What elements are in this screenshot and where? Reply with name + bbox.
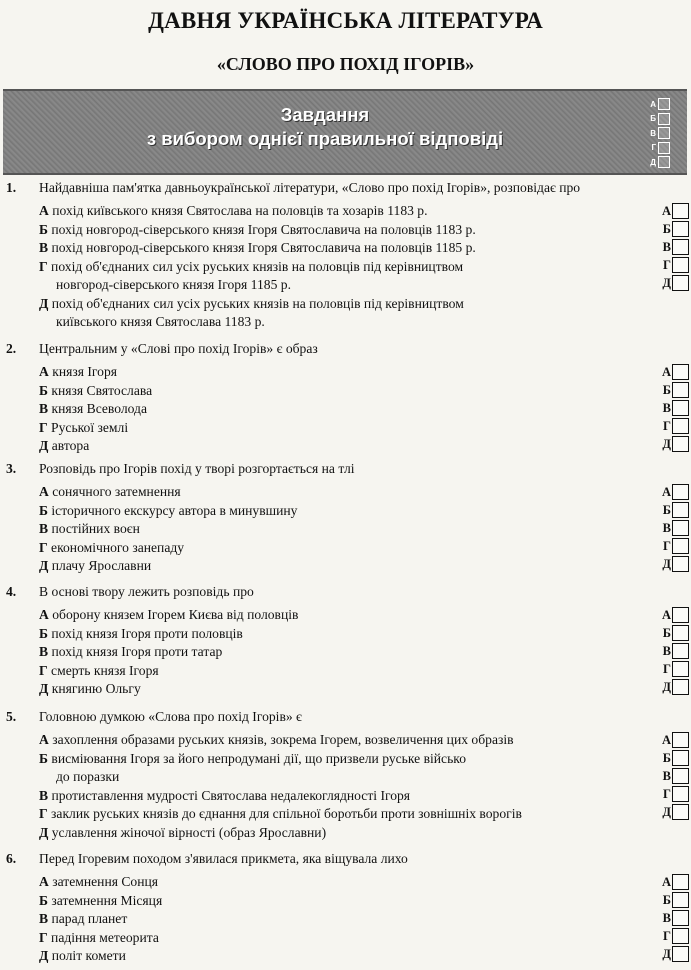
answer-box-В[interactable]: [653, 400, 689, 416]
checkbox[interactable]: [672, 928, 689, 944]
question-text: Найдавніша пам'ятка давньоукраїнської літератури, «Слово про похід Ігорів», розповідає про: [39, 180, 581, 195]
answer-letter: Б: [662, 221, 671, 236]
answer-letter: Д: [662, 436, 671, 451]
answer-letter: Д: [662, 275, 671, 290]
option-В: [39, 787, 410, 805]
option-Г: [39, 929, 159, 947]
checkbox[interactable]: [672, 275, 689, 291]
checkbox[interactable]: [672, 484, 689, 500]
checkbox[interactable]: [672, 750, 689, 766]
answer-box-А[interactable]: [653, 203, 689, 219]
option-Д: [39, 680, 141, 698]
option-text: смерть князя Ігоря: [47, 662, 159, 678]
answer-letter: Б: [662, 892, 671, 907]
option-text: парад планет: [48, 911, 128, 926]
answer-box-А[interactable]: [653, 484, 689, 500]
banner-text: [3, 103, 647, 151]
option-text: похід об'єднаних сил усіх руських князів на половців під керівництвом: [48, 295, 464, 311]
option-В: [39, 643, 222, 661]
checkbox[interactable]: [672, 643, 689, 659]
option-text: сонячного затемнення: [48, 484, 181, 499]
option-letter: Д: [39, 295, 49, 311]
answer-letter: Д: [662, 804, 671, 819]
option-text: похід об'єднаних сил усіх руських князів на половців під керівництвом: [47, 258, 464, 274]
option-Д: [39, 824, 326, 842]
answer-letter: Б: [662, 750, 671, 765]
option-А: [39, 873, 158, 891]
question-text: Головною думкою «Слова про похід Ігорів» є: [39, 709, 302, 724]
legend-letter: Б: [650, 114, 656, 124]
option-Д: [39, 947, 126, 965]
option-letter: В: [39, 644, 49, 659]
option-text-continued: до поразки: [56, 768, 120, 784]
legend-box: [658, 98, 670, 110]
checkbox[interactable]: [672, 892, 689, 908]
answer-letter: В: [662, 910, 671, 925]
option-letter: Д: [39, 948, 49, 963]
checkbox[interactable]: [672, 221, 689, 237]
answer-letter: В: [662, 239, 671, 254]
banner-line-2: з вибором однієї правильної відповіді: [146, 128, 504, 149]
option-letter: Г: [39, 419, 48, 435]
checkbox[interactable]: [672, 382, 689, 398]
option-Г: [39, 662, 159, 680]
checkbox[interactable]: [672, 679, 689, 695]
option-В: [39, 520, 140, 538]
option-text: похід князя Ігоря проти татар: [48, 644, 223, 659]
answer-box-Б[interactable]: [653, 892, 689, 908]
answer-box-В[interactable]: [653, 239, 689, 255]
answer-box-Д[interactable]: [653, 946, 689, 962]
option-А: [39, 363, 117, 381]
answer-box-Г[interactable]: [653, 786, 689, 802]
answer-letter: Б: [662, 502, 671, 517]
answer-box-А[interactable]: [653, 874, 689, 890]
checkbox[interactable]: [672, 946, 689, 962]
option-text: похід київського князя Святослава на половців та хозарів 1183 р.: [48, 203, 428, 218]
question-text: Перед Ігоревим походом з'явилася прикмета, яка віщувала лихо: [39, 851, 408, 866]
answer-box-Г[interactable]: [653, 538, 689, 554]
checkbox[interactable]: [672, 203, 689, 219]
legend-letter: В: [650, 128, 656, 138]
option-text: історичного екскурсу автора в минувшину: [48, 502, 298, 518]
checkbox[interactable]: [672, 607, 689, 623]
answer-box-Б[interactable]: [653, 502, 689, 518]
answer-box-Д[interactable]: [653, 556, 689, 572]
answer-letter: А: [661, 607, 671, 622]
answer-letter: В: [662, 643, 671, 658]
question-number: 1.: [6, 180, 17, 195]
answer-letter: В: [662, 400, 671, 415]
answer-letter: Г: [663, 538, 671, 553]
banner-line-1: Завдання: [280, 104, 370, 125]
option-text: князя Святослава: [48, 382, 153, 398]
answer-letter: Д: [662, 679, 671, 694]
answer-letter: Б: [662, 382, 671, 397]
option-letter: А: [39, 732, 49, 747]
option-Г: [39, 805, 522, 823]
option-letter: А: [39, 607, 49, 622]
answer-box-В[interactable]: [653, 910, 689, 926]
option-text: похід новгород-сіверського князя Ігоря Святославича на половців 1185 р.: [48, 240, 476, 255]
option-text: протиставлення мудрості Святослава недалекоглядності Ігоря: [48, 787, 411, 803]
option-В: [39, 239, 476, 257]
option-letter: Б: [39, 750, 48, 766]
answer-letter: В: [662, 768, 671, 783]
option-letter: Д: [39, 438, 49, 453]
checkbox[interactable]: [672, 661, 689, 677]
page-title: ДАВНЯ УКРАЇНСЬКА ЛІТЕРАТУРА: [148, 8, 543, 33]
option-letter: Г: [39, 258, 48, 274]
answer-box-Д[interactable]: [653, 436, 689, 452]
option-Б: [39, 502, 297, 520]
question-number: 5.: [6, 709, 17, 724]
answer-box-В[interactable]: [653, 520, 689, 536]
answer-letter: Г: [663, 661, 671, 676]
option-letter: А: [39, 364, 49, 379]
answer-letter: Д: [662, 556, 671, 571]
answer-box-В[interactable]: [653, 643, 689, 659]
option-letter: Д: [39, 558, 49, 573]
option-letter: Г: [39, 662, 48, 678]
option-Г: [39, 258, 463, 294]
checkbox[interactable]: [672, 520, 689, 536]
checkbox[interactable]: [672, 418, 689, 434]
answer-box-Г[interactable]: [653, 257, 689, 273]
option-text: політ комети: [48, 948, 126, 963]
task-banner: [3, 89, 687, 175]
answer-letter: В: [662, 520, 671, 535]
question-number: 2.: [6, 341, 17, 356]
option-text: князя Ігоря: [48, 364, 117, 379]
answer-letter: А: [661, 203, 671, 218]
checkbox[interactable]: [672, 804, 689, 820]
option-text: заклик руських князів до єднання для спільної боротьби проти зовнішніх ворогів: [47, 806, 522, 821]
option-text: похід новгород-сіверського князя Ігоря Святославича на половців 1183 р.: [48, 221, 476, 237]
banner-answer-legend: [640, 97, 670, 170]
option-Д: [39, 295, 464, 331]
legend-letter: Д: [650, 157, 656, 167]
legend-row: [640, 141, 670, 156]
question-number: 4.: [6, 584, 17, 599]
answer-box-Д[interactable]: [653, 679, 689, 695]
page-subtitle: «СЛОВО ПРО ПОХІД ІГОРІВ»: [216, 54, 475, 74]
answer-box-Д[interactable]: [653, 804, 689, 820]
option-letter: Б: [39, 625, 48, 641]
checkbox[interactable]: [672, 556, 689, 572]
answer-letter: Г: [663, 928, 671, 943]
option-letter: В: [39, 787, 49, 803]
option-Д: [39, 437, 89, 455]
option-А: [39, 202, 428, 220]
option-А: [39, 731, 514, 749]
legend-box: [658, 113, 670, 125]
checkbox[interactable]: [672, 257, 689, 273]
answer-letter: Д: [662, 946, 671, 961]
option-letter: Б: [39, 502, 48, 518]
option-letter: Г: [39, 929, 48, 945]
answer-box-Д[interactable]: [653, 275, 689, 291]
checkbox[interactable]: [672, 768, 689, 784]
option-text: захоплення образами руських князів, зокрема Ігорем, возвеличення цих образів: [48, 732, 514, 747]
legend-row: [640, 97, 670, 112]
option-В: [39, 910, 127, 928]
answer-letter: А: [661, 364, 671, 379]
option-text: автора: [48, 438, 90, 453]
option-text: економічного занепаду: [47, 539, 185, 555]
option-text-continued: київського князя Святослава 1183 р.: [56, 313, 265, 329]
option-Г: [39, 419, 128, 437]
option-letter: Б: [39, 221, 48, 237]
option-Д: [39, 557, 151, 575]
answer-box-А[interactable]: [653, 607, 689, 623]
option-text: князя Всеволода: [48, 401, 148, 416]
checkbox[interactable]: [672, 436, 689, 452]
answer-box-А[interactable]: [653, 364, 689, 380]
checkbox[interactable]: [672, 625, 689, 641]
option-Б: [39, 750, 466, 786]
checkbox[interactable]: [672, 239, 689, 255]
answer-letter: А: [661, 484, 671, 499]
option-Б: [39, 625, 243, 643]
option-text: затемнення Сонця: [48, 874, 159, 889]
answer-letter: Б: [662, 625, 671, 640]
option-text: падіння метеорита: [47, 929, 159, 945]
option-text: уславлення жіночої вірності (образ Ярославни): [48, 824, 327, 840]
checkbox[interactable]: [672, 538, 689, 554]
option-letter: А: [39, 484, 49, 499]
option-А: [39, 606, 298, 624]
checkbox[interactable]: [672, 910, 689, 926]
legend-box: [658, 127, 670, 139]
option-text: постійних воєн: [48, 521, 140, 536]
checkbox[interactable]: [672, 400, 689, 416]
answer-box-Г[interactable]: [653, 928, 689, 944]
question-text: Розповідь про Ігорів похід у творі розгортається на тлі: [39, 461, 355, 476]
option-Б: [39, 892, 162, 910]
answer-letter: А: [661, 732, 671, 747]
option-letter: В: [39, 521, 49, 536]
question-number: 3.: [6, 461, 17, 476]
option-text: плачу Ярославни: [48, 558, 152, 573]
question-text: Центральним у «Слові про похід Ігорів» є образ: [39, 341, 318, 356]
option-Г: [39, 539, 184, 557]
legend-box: [658, 156, 670, 168]
option-Б: [39, 221, 476, 239]
option-letter: Б: [39, 382, 48, 398]
answer-box-Г[interactable]: [653, 418, 689, 434]
answer-box-Б[interactable]: [653, 382, 689, 398]
answer-box-Б[interactable]: [653, 221, 689, 237]
legend-box: [658, 142, 670, 154]
legend-row: [640, 112, 670, 127]
option-letter: Б: [39, 892, 48, 908]
option-text-continued: новгород-сіверського князя Ігоря 1185 р.: [56, 276, 291, 292]
option-letter: В: [39, 401, 49, 416]
option-text: оборону князем Ігорем Києва від половців: [48, 607, 299, 622]
answer-letter: Г: [663, 257, 671, 272]
option-text: похід князя Ігоря проти половців: [48, 625, 243, 641]
answer-box-Б[interactable]: [653, 625, 689, 641]
answer-letter: Г: [663, 418, 671, 433]
answer-box-В[interactable]: [653, 768, 689, 784]
legend-letter: А: [650, 99, 656, 109]
option-А: [39, 483, 181, 501]
option-text: княгиню Ольгу: [48, 681, 141, 696]
legend-row: [640, 126, 670, 141]
checkbox[interactable]: [672, 786, 689, 802]
option-text: затемнення Місяця: [48, 892, 163, 908]
answer-box-А[interactable]: [653, 732, 689, 748]
option-letter: А: [39, 874, 49, 889]
option-letter: Г: [39, 539, 48, 555]
option-letter: Г: [39, 806, 48, 821]
option-letter: В: [39, 911, 49, 926]
checkbox[interactable]: [672, 874, 689, 890]
option-letter: А: [39, 203, 49, 218]
checkbox[interactable]: [672, 502, 689, 518]
answer-letter: А: [661, 874, 671, 889]
option-В: [39, 400, 147, 418]
legend-letter: Г: [651, 143, 656, 153]
answer-letter: Г: [663, 786, 671, 801]
question-number: 6.: [6, 851, 17, 866]
answer-box-Г[interactable]: [653, 661, 689, 677]
option-Б: [39, 382, 152, 400]
legend-row: [640, 155, 670, 170]
option-letter: В: [39, 240, 49, 255]
question-text: В основі твору лежить розповідь про: [39, 584, 254, 599]
checkbox[interactable]: [672, 732, 689, 748]
option-text: Руської землі: [47, 419, 129, 435]
option-letter: Д: [39, 681, 49, 696]
option-text: висміювання Ігоря за його непродумані дії, що призвели руське військо: [48, 750, 466, 766]
checkbox[interactable]: [672, 364, 689, 380]
answer-box-Б[interactable]: [653, 750, 689, 766]
option-letter: Д: [39, 824, 49, 840]
